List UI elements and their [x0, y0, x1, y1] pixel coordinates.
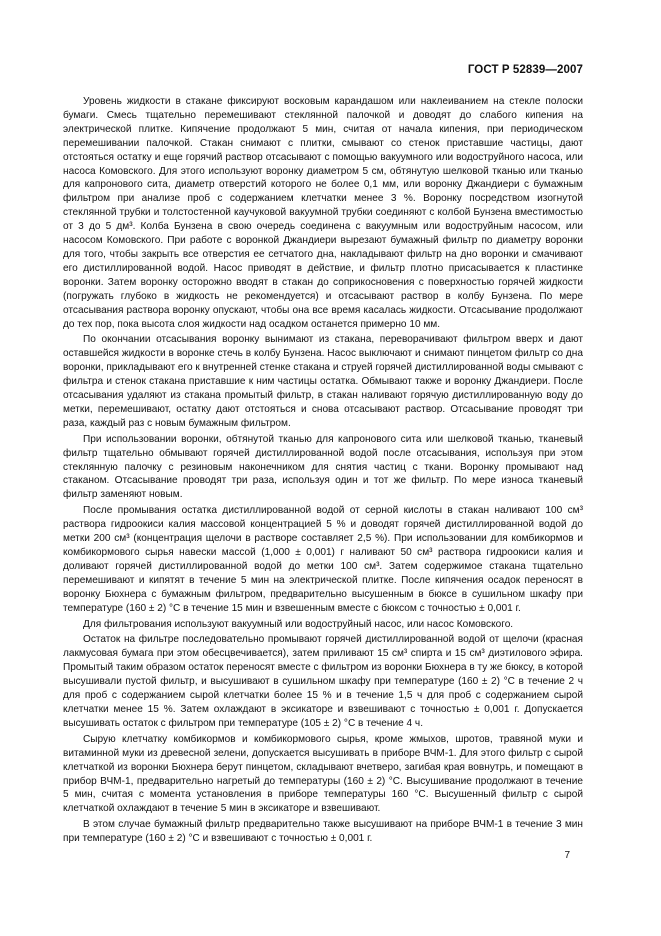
paragraph: Уровень жидкости в стакане фиксируют восковым карандашом или наклеиванием на стекле полоски бумаги. Смесь тщательно перемешивают стеклянной палочкой и доводят до слабого кипения на электрической плитке. Кипячение продолжают 5 мин, считая от начала кипения, при периодическом перемешивании палочкой. Стакан снимают с плитки, смывают со стенок приставшие частицы, дают отстояться остатку и еще горячий раствор отсасывают с помощью вакуумного или водоструйного насоса, или насоса Комовского. Для этого используют воронку диаметром 5 см, обтянутую шелковой тканью или тканью для капронового сита, диаметр отверстий которого не более 0,1 мм, или воронку Джандиери с бумажным фильтром при анализе проб с содержанием клетчатки менее 3 %. Воронку посредством изогнутой стеклянной трубки и толстостенной каучуковой вакуумной трубки соединяют с колбой Бунзена вместимостью от 3 до 5 дм³. Колба Бунзена в свою очередь соединена с вакуумным или водоструйным насосом, или насосом Комовского. При работе с воронкой Джандиери вырезают бумажный фильтр по диаметру воронки для того, чтобы закрыть все отверстия ее сетчатого дна, накладывают фильтр на дно воронки и смачивают его дистиллированной водой. Насос приводят в действие, и фильтр плотно присасывается к пластинке воронки. Затем воронку осторожно вводят в стакан до соприкосновения с поверхностью горячей жидкости (погружать глубоко в жидкость не рекомендуется) и отсасывают раствор в колбу Бунзена. По мере отсасывания раствора воронку опускают, чтобы она все время касалась жидкости. Отсасывание продолжают до тех пор, пока высота слоя жидкости над осадком останется примерно 10 мм.	[63, 96, 583, 330]
paragraph: Для фильтрования используют вакуумный или водоструйный насос, или насос Комовского.	[83, 618, 514, 630]
paragraph: В этом случае бумажный фильтр предварительно также высушивают на приборе ВЧМ-1 в течение 3 мин при температуре (160 ± 2) °С и взвешивают с точностью ± 0,001 г.	[63, 819, 583, 845]
paragraph: По окончании отсасывания воронку вынимают из стакана, переворачивают фильтром вверх и дают оставшейся жидкости в воронке стечь в колбу Бунзена. Насос выключают и снимают пинцетом фильтр со дна воронки, прикладывают его к внутренней стенке стакана и струей горячей дистиллированной воды смывают с фильтра и стенок стакана приставшие к ним частицы остатка. Обмывают также и воронку Джандиери. После отсасывания удаляют из стакана промытый фильтр, в стакан наливают горячую дистиллированную воду до метки, перемешивают, остатку дают отстояться и снова отсасывают раствор. Отсасывание проводят три раза, каждый раз с новым бумажным фильтром.	[63, 334, 583, 429]
paragraph: Остаток на фильтре последовательно промывают горячей дистиллированной водой от щелочи (красная лакмусовая бумага при этом обесцвечивается), затем приливают 15 см³ спирта и 15 см³ диэтилового эфира. Промытый таким образом остаток переносят вместе с фильтром из воронки Бюхнера в ту же бюксу, в которой высушивали пустой фильтр, и высушивают в сушильном шкафу при температуре (160 ± 2) °С в течение 2 ч для проб с содержанием сырой клетчатки более 15 % и в течение 1,5 ч для проб с содержанием сырой клетчатки менее 15 %. Затем охлаждают в эксикаторе и взвешивают с точностью ± 0,001 г. Допускается высушивать остаток с фильтром при температуре (105 ± 2) °С в течение 4 ч.	[63, 634, 583, 729]
document-body	[63, 95, 583, 848]
paragraph: После промывания остатка дистиллированной водой от серной кислоты в стакан наливают 100 см³ раствора гидроокиси калия массовой концентрацией 5 % и доводят горячей дистиллированной водой до метки 200 см³ (концентрация щелочи в растворе составляет 2,5 %). При использовании для комбикормов и комбикормового сырья навески массой (1,000 ± 0,001) г наливают 50 см³ раствора гидроокиси калия и доливают горячей дистиллированной водой до метки 100 см³. Затем содержимое стакана тщательно перемешивают и кипятят в течение 5 мин на электрической плитке. После кипячения осадок переносят в воронку Бюхнера с бумажным фильтром, предварительно высушенным в бюксе в сушильном шкафу при температуре (160 ± 2) °С в течение 15 мин и взвешенным вместе с бюксом с точностью ± 0,001 г.	[63, 505, 583, 614]
paragraph: При использовании воронки, обтянутой тканью для капронового сита или шелковой тканью, тканевый фильтр тщательно обмывают горячей дистиллированной водой после отсасывания, используя при этом стеклянную палочку с резиновым наконечником для снятия частиц с ткани. Воронку промывают над стаканом. Отсасывание проводят три раза, используя один и тот же фильтр. По мере износа тканевый фильтр заменяют новым.	[63, 433, 583, 501]
page-number: 7	[564, 850, 570, 861]
paragraph: Сырую клетчатку комбикормов и комбикормового сырья, кроме жмыхов, шротов, травяной муки и витаминной муки из древесной зелени, допускается высушивать в приборе ВЧМ-1. Для этого фильтр с сырой клетчаткой из воронки Бюхнера берут пинцетом, складывают вчетверо, загибая края вовнутрь, и помещают в прибор ВЧМ-1, предварительно нагретый до температуры (160 ± 2) °С. Высушивание продолжают в течение 5 мин, считая с момента установления в приборе температуры 160 °С. Высушенный фильтр с сырой клетчаткой охлаждают в течение 5 мин в эксикаторе и взвешивают.	[63, 733, 583, 815]
document-id-header: ГОСТ Р 52839—2007	[467, 64, 583, 76]
